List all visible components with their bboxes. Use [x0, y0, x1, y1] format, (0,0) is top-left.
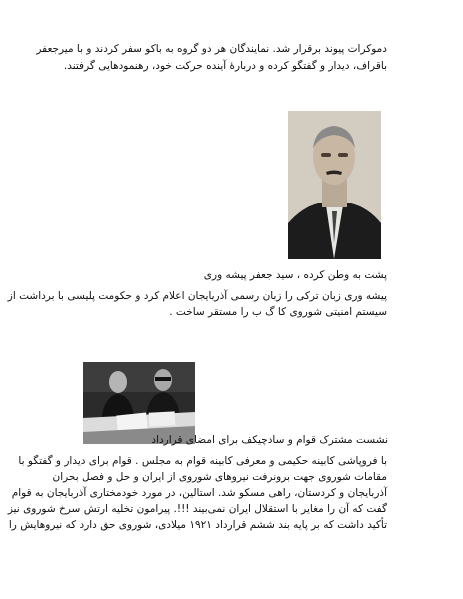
text-line: باقراف، دیدار و گفتگو کرده و دربارهٔ آینده حرکت خود، رهنمودهایی گرفتند. — [63, 60, 387, 72]
text-line: تأکید داشت که بر پایه بند ششم قرارداد ۱۹۲۱ میلادی، شوروی حق دارد که نیروهایش را — [8, 519, 387, 531]
text-line: پیشه وری زبان ترکی را زبان رسمی آذربایجان اعلام کرد و حکومت پلیسی با برداشت از — [7, 290, 387, 302]
portrait-photo — [288, 111, 381, 259]
caption-signing: نشست مشترک قوام و سادچیکف برای امضای قرارداد — [151, 434, 388, 446]
signing-photo — [83, 362, 195, 444]
text-line: با فروپاشی کابینه حکیمی و معرفی کابینه قوام به مجلس . قوام برای دیدار و گفتگو با — [18, 455, 387, 467]
text-line: مقامات شوروی جهت برونرفت نیروهای شوروی از ایران و حل و فصل بحران — [52, 471, 387, 483]
text-line: دموکرات پیوند برقرار شد. نمایندگان هر دو گروه به باکو سفر کردند و با میرجعفر — [36, 43, 387, 55]
text-line: سیستم امنیتی شوروی کا گ ب را مستقر ساخت . — [169, 306, 387, 318]
text-line: آذربایجان و کردستان، راهی مسکو شد. استالین، در مورد خودمختاری آذربایجان به قوام — [11, 487, 387, 499]
portrait-image — [288, 111, 381, 259]
text-line: گفت که آن را مغایر با استقلال ایران نمی‌بیند !!!. پیرامون تخلیه ارتش سرخ شوروی نیز — [7, 503, 387, 515]
signing-image — [83, 362, 195, 444]
caption-portrait: پشت به وطن کرده ، سید جعفر پیشه وری — [203, 269, 387, 281]
